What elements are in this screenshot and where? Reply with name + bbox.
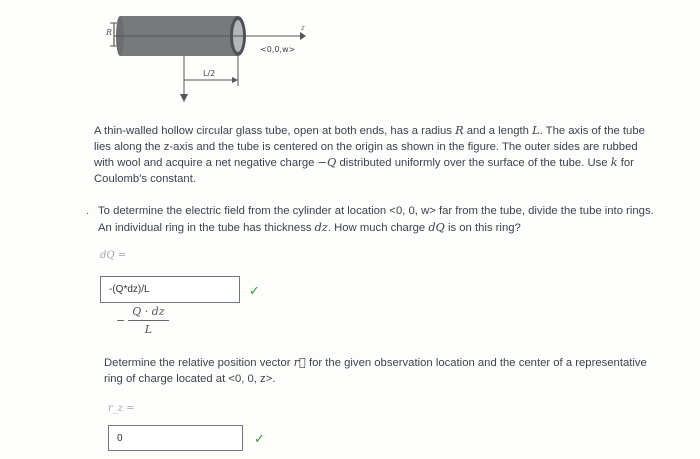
center-vertical-arrowhead [180,94,188,102]
tube-figure [100,10,330,108]
rz-answer-label: r_z = [108,403,135,414]
q2-location: <0, 0, z> [228,372,273,385]
half-length-arrowhead [232,77,238,83]
z-axis-arrowhead [300,32,306,40]
var-dq: dQ [428,220,445,234]
q1-location: <0, 0, w> [389,205,436,217]
q1-text-part-2: far from the tube, divide the tube into rings. An individual ring in the tube has thickness [98,205,654,234]
half-length-label: L/2 [203,69,216,78]
correct-check-icon: ✓ [254,431,265,446]
question1-prompt [98,204,660,236]
q2-text-part-2: for the given observation location and the center of a representative ring of charge located at [104,357,647,385]
q1-text-part-1: To determine the electric field from the cylinder at location [98,205,390,217]
preview-minus-sign: − [116,314,126,327]
rz-answer-value: 0 [117,432,123,444]
var-negative-charge: −Q [317,156,337,169]
var-position-vector: r⃗ [293,356,306,369]
problem-text-part-5: for Coulomb's constant. [94,157,634,185]
var-dz: dz [314,220,328,234]
z-axis-label: z [301,24,305,32]
problem-text-part-4: distributed uniformly over the surface of the tube. Use [336,157,611,169]
problem-text-part-3: . The axis of the tube lies along the z-axis and the tube is centered on the origin as shown in the figure. The outer sides are rubbed with wool and acquire a net negative charge [94,125,645,169]
dq-answer-input[interactable] [100,276,240,303]
radius-label: R [106,28,113,37]
problem-text-part-1: A thin-walled hollow circular glass tube, open at both ends, has a radius [94,125,456,137]
rz-answer-input[interactable] [108,425,243,451]
observation-point-label: <0,0,w> [260,45,296,54]
question1-bullet: . [86,205,90,217]
question2-prompt [104,355,660,387]
q1-text-part-3: . How much charge [327,221,429,234]
dq-formula-preview [116,305,169,336]
dq-answer-value: -(Q*dz)/L [109,284,150,295]
var-coulomb-constant: k [610,156,618,169]
problem-statement [94,123,660,187]
q1-text-part-4: is on this ring? [444,221,521,234]
q2-text-part-3: . [272,372,276,385]
q2-text-part-1: Determine the relative position vector [104,357,294,369]
var-length: L [532,124,540,137]
var-radius: R [455,124,464,137]
correct-check-icon: ✓ [249,283,260,298]
dq-answer-label: dQ = [100,250,127,261]
preview-fraction [128,305,168,336]
problem-text-part-2: and a length [463,125,533,137]
preview-denominator: L [144,323,153,336]
preview-numerator: Q · dz [128,305,168,321]
